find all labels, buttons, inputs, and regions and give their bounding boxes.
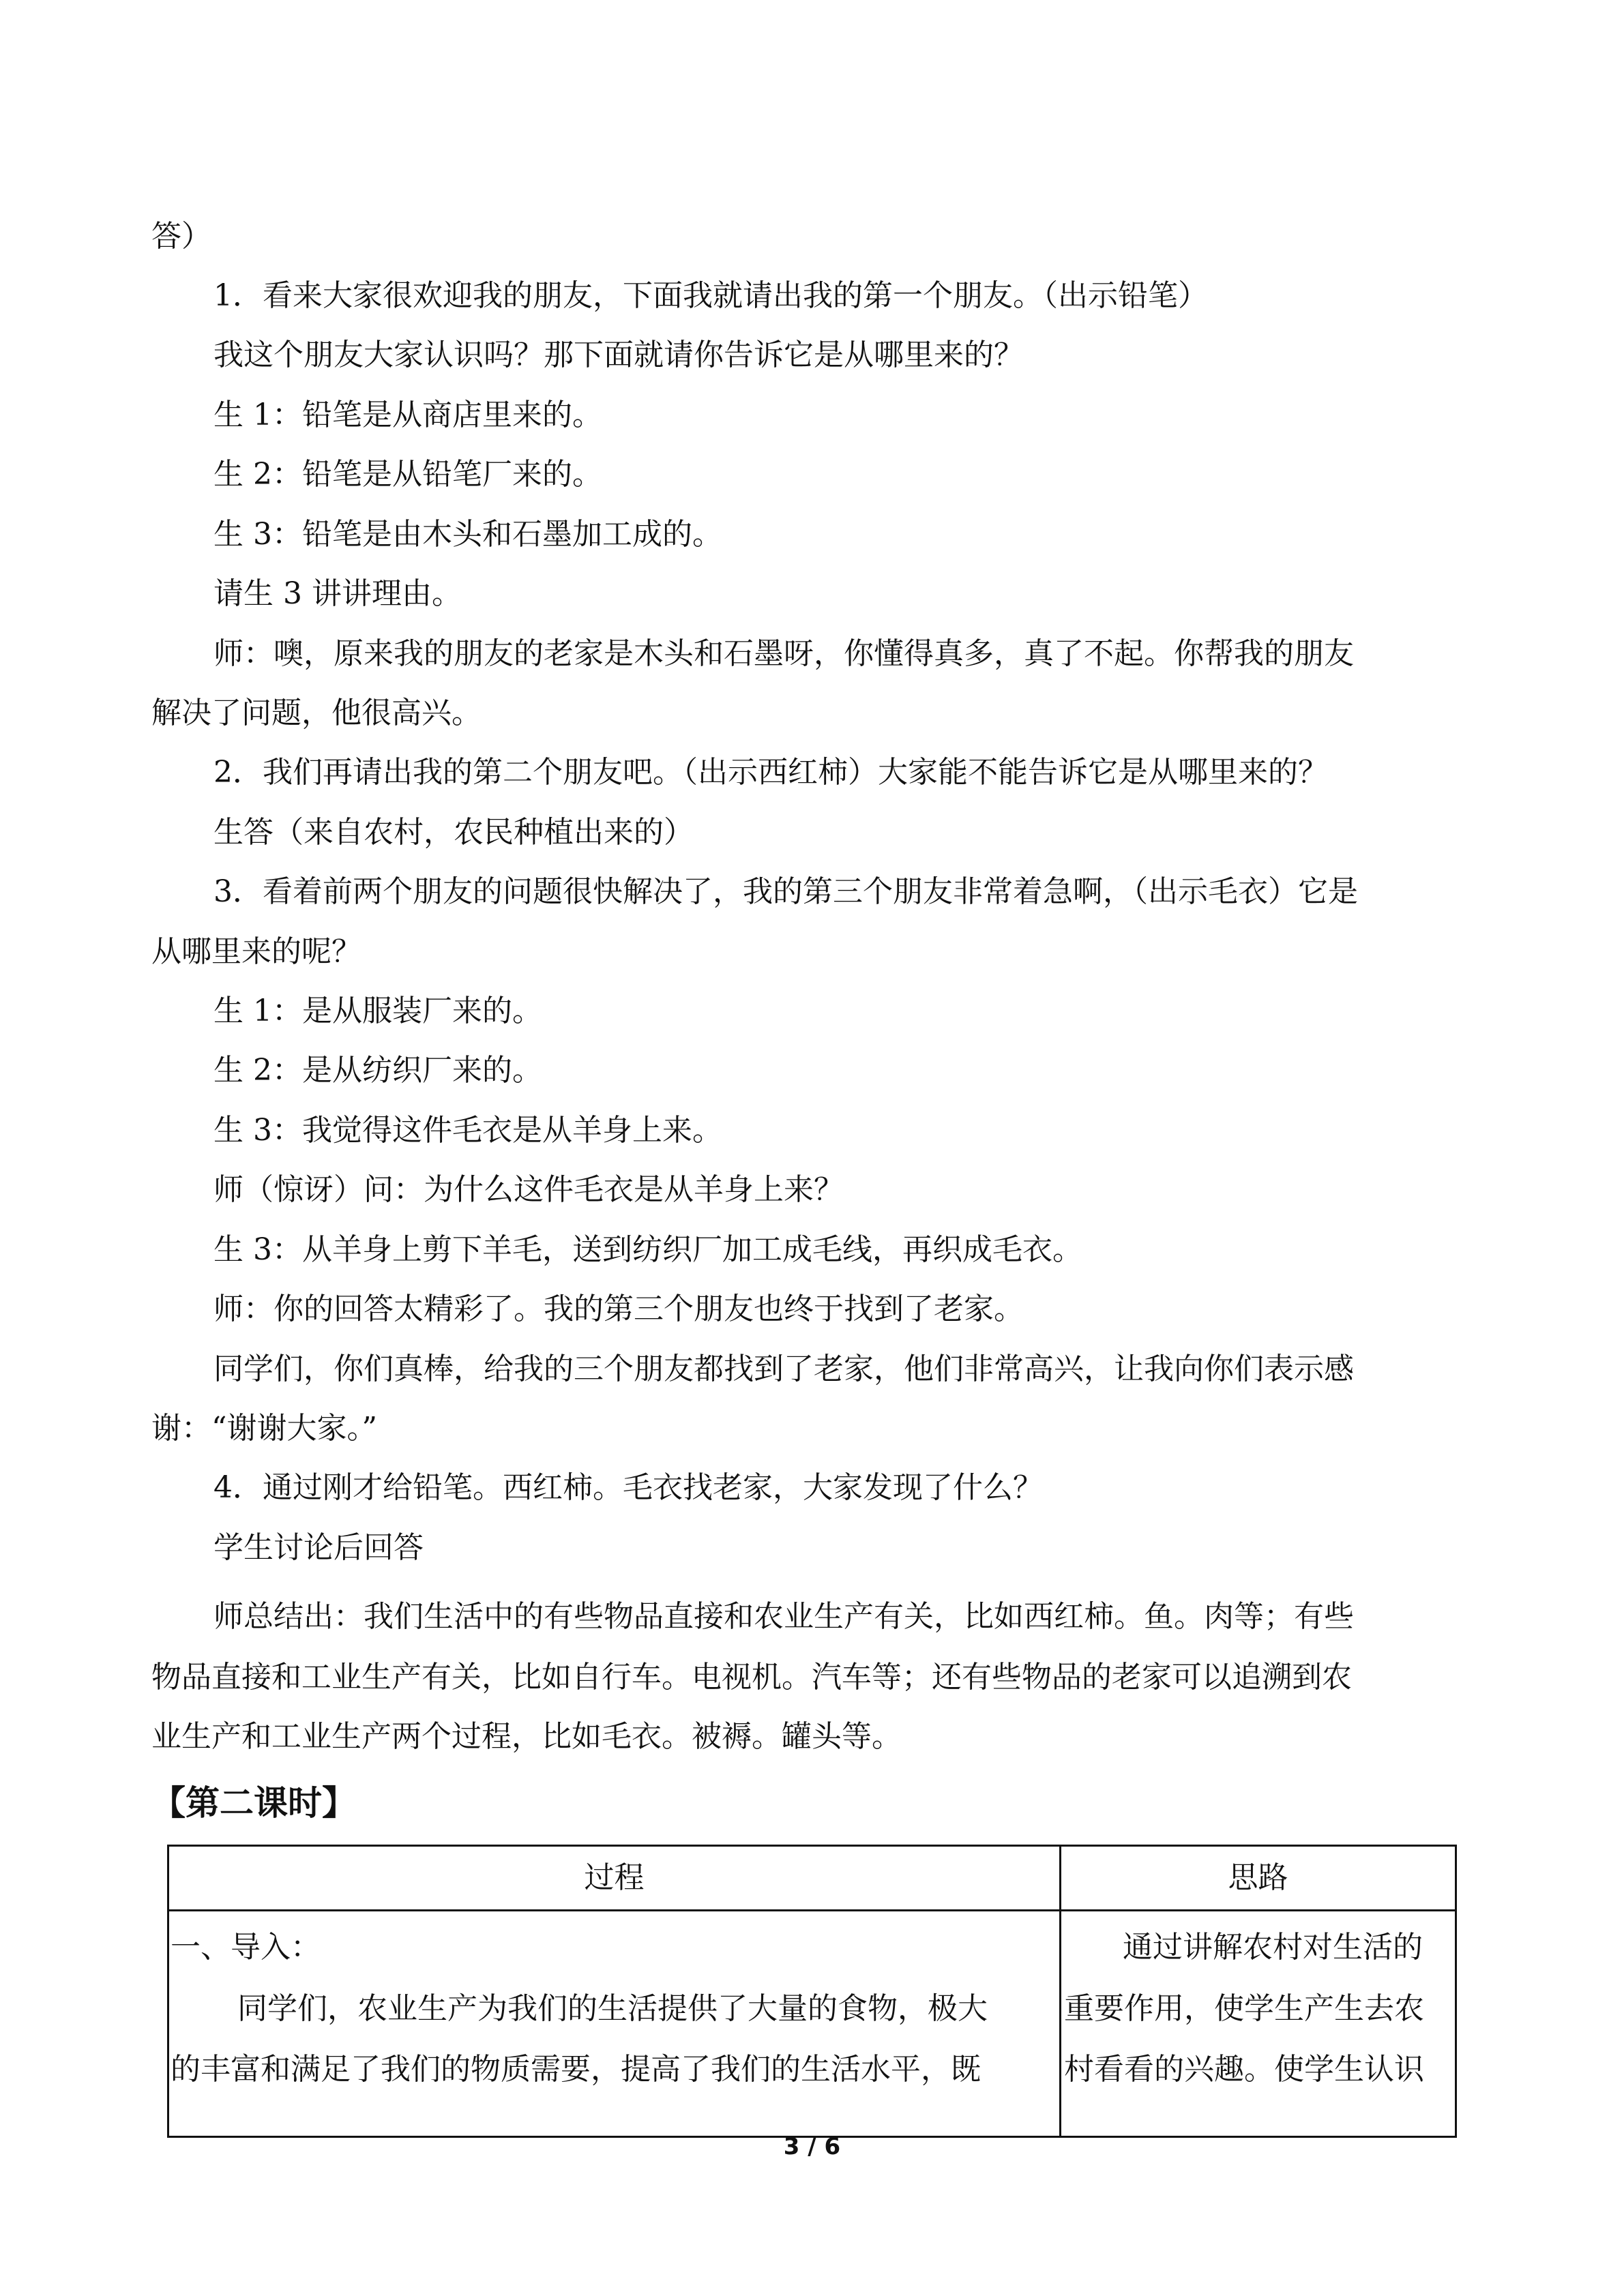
- paragraph-line: 生 3：铅笔是由木头和石墨加工成的。: [213, 517, 722, 552]
- paragraph-line: 答）: [151, 219, 211, 254]
- paragraph-line: 解决了问题，他很高兴。: [151, 696, 482, 730]
- column-header-idea: 思路: [1228, 1860, 1288, 1895]
- paragraph-line: 生 3：从羊身上剪下羊毛，送到纺织厂加工成毛线，再织成毛衣。: [213, 1232, 1082, 1267]
- paragraph-line: 师（惊讶）问：为什么这件毛衣是从羊身上来？: [213, 1172, 844, 1207]
- process-cell-line: 一、导入：: [171, 1930, 321, 1965]
- paragraph-line: 4．通过刚才给铅笔。西红柿。毛衣找老家，大家发现了什么？: [213, 1470, 1043, 1505]
- paragraph-line: 1．看来大家很欢迎我的朋友，下面我就请出我的第一个朋友。（出示铅笔）: [213, 278, 1208, 313]
- paragraph-line: 业生产和工业生产两个过程，比如毛衣。被褥。罐头等。: [151, 1719, 902, 1754]
- paragraph-line: 3．看着前两个朋友的问题很快解决了，我的第三个朋友非常着急啊，（出示毛衣）它是: [213, 874, 1358, 909]
- process-cell-line: 的丰富和满足了我们的物质需要，提高了我们的生活水平，既: [171, 2052, 981, 2087]
- lesson-table: [167, 1845, 1457, 2138]
- paragraph-line: 2．我们再请出我的第二个朋友吧。（出示西红柿）大家能不能告诉它是从哪里来的？: [213, 755, 1328, 790]
- paragraph-line: 物品直接和工业生产有关，比如自行车。电视机。汽车等；还有些物品的老家可以追溯到农: [151, 1660, 1352, 1695]
- section-heading: 【第二课时】: [151, 1783, 356, 1823]
- column-header-process: 过程: [584, 1860, 645, 1895]
- paragraph-line: 师总结出：我们生活中的有些物品直接和农业生产有关，比如西红柿。鱼。肉等；有些: [213, 1599, 1354, 1634]
- paragraph-line: 同学们，你们真棒，给我的三个朋友都找到了老家，他们非常高兴，让我向你们表示感: [213, 1352, 1354, 1386]
- paragraph-line: 生 1：铅笔是从商店里来的。: [213, 398, 602, 432]
- paragraph-line: 学生讨论后回答: [213, 1530, 424, 1565]
- page-indicator: 3 / 6: [783, 2133, 841, 2160]
- idea-cell-line: 重要作用，使学生产生去农: [1064, 1991, 1424, 2026]
- paragraph-line: 从哪里来的呢？: [151, 934, 361, 969]
- paragraph-line: 谢：“谢谢大家。”: [151, 1411, 377, 1446]
- paragraph-line: 我这个朋友大家认识吗？那下面就请你告诉它是从哪里来的？: [213, 338, 1024, 372]
- paragraph-line: 生 2：是从纺织厂来的。: [213, 1053, 542, 1088]
- idea-cell-line: 通过讲解农村对生活的: [1123, 1930, 1423, 1965]
- process-cell-line: 同学们，农业生产为我们的生活提供了大量的食物，极大: [237, 1991, 988, 2026]
- paragraph-line: 师：噢，原来我的朋友的老家是木头和石墨呀，你懂得真多，真了不起。你帮我的朋友: [213, 636, 1354, 671]
- paragraph-line: 请生 3 讲讲理由。: [213, 576, 462, 611]
- header-divider: [169, 1909, 1455, 1911]
- paragraph-line: 生 1：是从服装厂来的。: [213, 994, 542, 1028]
- idea-cell-line: 村看看的兴趣。使学生认识: [1064, 2052, 1424, 2087]
- paragraph-line: 生答（来自农村，农民种植出来的）: [213, 815, 694, 850]
- paragraph-line: 师：你的回答太精彩了。我的第三个朋友也终于找到了老家。: [213, 1292, 1024, 1326]
- paragraph-line: 生 3：我觉得这件毛衣是从羊身上来。: [213, 1113, 722, 1148]
- paragraph-line: 生 2：铅笔是从铅笔厂来的。: [213, 457, 602, 492]
